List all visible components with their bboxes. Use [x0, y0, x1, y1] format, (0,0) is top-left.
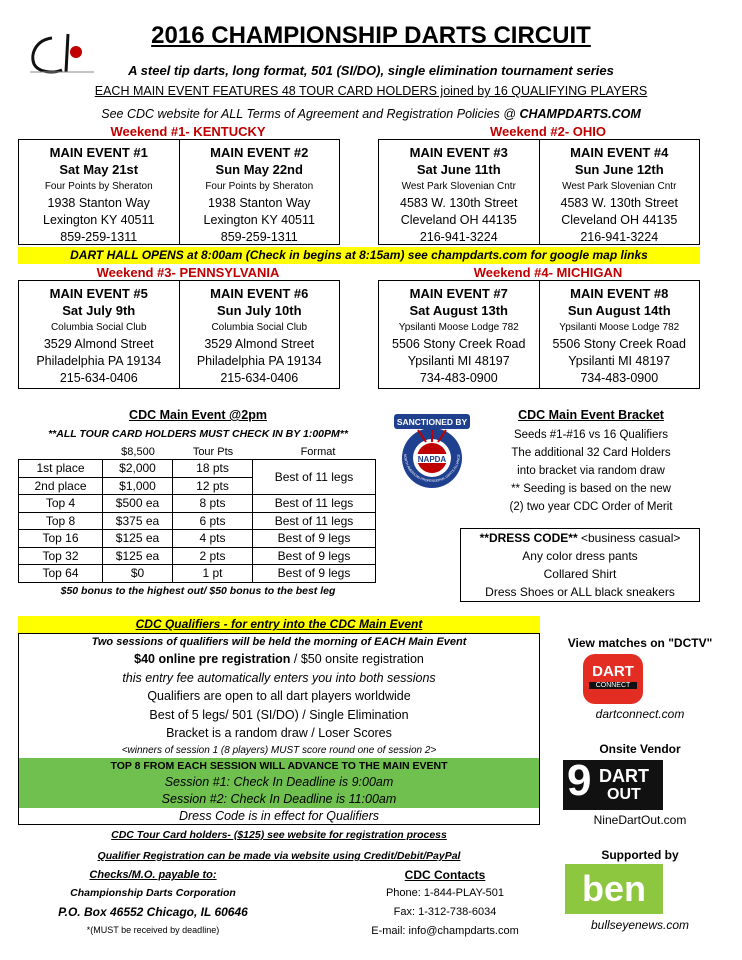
prize-points: 1 pt — [173, 565, 253, 583]
ninedart-logo-top: DART — [599, 766, 649, 786]
qual-fee-onsite: / $50 onsite registration — [290, 652, 424, 666]
prize-format: Best of 11 legs — [253, 495, 376, 513]
series-subtitle: A steel tip darts, long format, 501 (SI/DO), single elimination tournament series — [128, 63, 614, 78]
event-card — [19, 140, 180, 244]
prize-header-pts: Tour Pts — [192, 446, 234, 458]
qual-fee-online: $40 online pre registration — [134, 652, 291, 666]
main-event-title: CDC Main Event @2pm — [129, 408, 267, 422]
ninedart-logo-num: 9 — [567, 756, 592, 805]
event-phone: 859-259-1311 — [220, 230, 298, 244]
prize-format: Best of 11 legs — [253, 512, 376, 530]
prize-amount: $1,000 — [103, 477, 173, 495]
prize-amount: $375 ea — [103, 512, 173, 530]
weekend-1-name: Weekend #1- KENTUCKY — [110, 124, 266, 139]
tour-card-note: CDC Tour Card holders- ($125) see website for registration process — [111, 829, 447, 841]
bracket-info — [482, 426, 700, 516]
bracket-title: CDC Main Event Bracket — [518, 408, 664, 422]
ben-logo-text: ben — [581, 868, 646, 909]
qualifiers-header: CDC Qualifiers - for entry into the CDC Main Event — [18, 616, 540, 633]
contacts-title: CDC Contacts — [404, 868, 486, 882]
event-card — [19, 281, 180, 388]
prize-format: Best of 11 legs — [253, 460, 376, 495]
qual-session-2: Session #2: Check In Deadline is 11:00am — [161, 791, 397, 806]
prize-amount: $125 ea — [103, 547, 173, 565]
napda-name: NAPDA — [417, 455, 447, 464]
event-city: Ypsilanti MI 48197 — [407, 354, 510, 368]
prize-header-format: Format — [300, 446, 336, 458]
qual-advance-section — [19, 758, 539, 808]
prize-points: 18 pts — [173, 460, 253, 478]
event-venue: Four Points by Sheraton — [44, 181, 153, 192]
bracket-line: ** Seeding is based on the new — [511, 483, 671, 495]
dress-code-heading — [461, 529, 699, 547]
event-street: 4583 W. 130th Street — [560, 196, 678, 210]
event-card — [180, 140, 340, 244]
dartconnect-logo-text: DART — [592, 663, 634, 680]
event-title: MAIN EVENT #6 — [210, 286, 309, 301]
prize-place: Top 64 — [19, 565, 103, 583]
event-street: 3529 Almond Street — [204, 337, 315, 351]
qual-entry-note: this entry fee automatically enters you into both sessions — [122, 670, 436, 685]
event-title: MAIN EVENT #7 — [409, 286, 508, 301]
table-row — [19, 530, 376, 548]
dress-code-title: **DRESS CODE** — [479, 531, 578, 545]
qual-winners-note: <winners of session 1 (8 players) MUST score round one of session 2> — [121, 744, 437, 756]
event-card — [540, 281, 700, 388]
bracket-line: into bracket via random draw — [517, 465, 665, 477]
policy-line — [0, 107, 742, 121]
ninedart-logo-bottom: OUT — [607, 786, 641, 803]
qualifiers-box — [18, 633, 540, 825]
qual-bracket: Bracket is a random draw / Loser Scores — [166, 726, 392, 740]
payment-address: P.O. Box 46552 Chicago, IL 60646 — [58, 905, 248, 919]
prize-table — [18, 459, 376, 583]
event-street: 4583 W. 130th Street — [400, 196, 518, 210]
prize-place: 2nd place — [19, 477, 103, 495]
event-phone: 216-941-3224 — [419, 230, 498, 244]
event-city: Cleveland OH 44135 — [400, 213, 517, 227]
prize-amount: $0 — [103, 565, 173, 583]
prize-place: Top 4 — [19, 495, 103, 513]
event-phone: 215-634-0406 — [59, 371, 138, 385]
napda-ring-text: NORTH AMERICAN PROFESSIONAL DARTS ALLIANCE — [402, 453, 462, 484]
event-date: Sat July 9th — [62, 303, 136, 318]
event-street: 3529 Almond Street — [43, 337, 154, 351]
dartconnect-logo — [583, 654, 643, 704]
ninedartout-link[interactable]: NineDartOut.com — [593, 813, 687, 827]
table-row — [19, 547, 376, 565]
weekend-2-name: Weekend #2- OHIO — [489, 124, 607, 139]
event-venue: West Park Slovenian Cntr — [562, 181, 677, 192]
event-street: 5506 Stony Creek Road — [392, 337, 526, 351]
bracket-line: The additional 32 Card Holders — [511, 447, 671, 459]
event-venue: Columbia Social Club — [211, 322, 308, 333]
contacts-fax: Fax: 1-312-738-6034 — [393, 906, 497, 918]
prize-points: 8 pts — [173, 495, 253, 513]
payment-org: Championship Darts Corporation — [70, 887, 236, 899]
prize-points: 4 pts — [173, 530, 253, 548]
event-card — [180, 281, 340, 388]
supported-title: Supported by — [601, 848, 679, 862]
event-title: MAIN EVENT #1 — [49, 145, 148, 160]
prize-points: 2 pts — [173, 547, 253, 565]
bracket-line: (2) two year CDC Order of Merit — [509, 501, 673, 513]
dartconnect-link[interactable]: dartconnect.com — [595, 707, 685, 721]
prize-place: 1st place — [19, 460, 103, 478]
event-street: 5506 Stony Creek Road — [552, 337, 686, 351]
prize-format: Best of 9 legs — [253, 530, 376, 548]
event-date: Sun August 14th — [567, 303, 671, 318]
payment-title: Checks/M.O. payable to: — [89, 869, 217, 881]
contacts-email[interactable]: E-mail: info@champdarts.com — [371, 925, 519, 937]
event-phone: 215-634-0406 — [220, 371, 299, 385]
event-venue: Four Points by Sheraton — [205, 181, 314, 192]
event-title: MAIN EVENT #4 — [570, 145, 669, 160]
qual-sessions: Two sessions of qualifiers will be held the morning of EACH Main Event — [91, 636, 467, 648]
qual-session-1: Session #1: Check In Deadline is 9:00am — [164, 774, 394, 789]
contacts-phone: Phone: 1-844-PLAY-501 — [385, 887, 505, 899]
payment-note: *(MUST be received by deadline) — [86, 925, 220, 935]
event-title: MAIN EVENT #5 — [49, 286, 148, 301]
table-row — [19, 495, 376, 513]
ninedartout-logo — [563, 756, 663, 810]
ben-logo — [565, 864, 663, 914]
dress-code-note: <business casual> — [580, 531, 681, 545]
prize-points: 12 pts — [173, 477, 253, 495]
prize-format: Best of 9 legs — [253, 547, 376, 565]
dress-code-line: Dress Shoes or ALL black sneakers — [485, 585, 675, 599]
prize-amount: $2,000 — [103, 460, 173, 478]
qual-fee — [19, 650, 539, 669]
event-date: Sat August 13th — [409, 303, 508, 318]
event-date: Sat May 21st — [59, 162, 139, 177]
prize-place: Top 16 — [19, 530, 103, 548]
napda-sanction-logo — [388, 412, 476, 496]
checkin-note: **ALL TOUR CARD HOLDERS MUST CHECK IN BY 1:00PM** — [48, 428, 348, 440]
event-venue: West Park Slovenian Cntr — [401, 181, 516, 192]
event-card — [379, 281, 540, 388]
event-phone: 734-483-0900 — [419, 371, 498, 385]
dartconnect-logo-sub: CONNECT — [589, 682, 637, 689]
contacts — [330, 866, 560, 940]
dress-code-box — [460, 528, 700, 602]
bracket-line: Seeds #1-#16 vs 16 Qualifiers — [513, 429, 669, 441]
event-city: Cleveland OH 44135 — [561, 213, 678, 227]
event-city: Lexington KY 40511 — [203, 213, 315, 227]
event-date: Sun July 10th — [216, 303, 302, 318]
sanctioned-by-text: SANCTIONED BY — [396, 417, 468, 427]
weekend-4-name: Weekend #4- MICHIGAN — [473, 265, 623, 280]
page-title: 2016 CHAMPIONSHIP DARTS CIRCUIT — [151, 22, 591, 49]
qual-advance: TOP 8 FROM EACH SESSION WILL ADVANCE TO THE MAIN EVENT — [110, 759, 448, 772]
event-phone: 216-941-3224 — [580, 230, 659, 244]
event-city: Lexington KY 40511 — [43, 213, 155, 227]
qual-format: Best of 5 legs/ 501 (SI/DO) / Single Elimination — [149, 707, 409, 722]
event-street: 1938 Stanton Way — [208, 196, 311, 210]
event-venue: Ypsilanti Moose Lodge 782 — [559, 322, 680, 333]
payment-info — [18, 866, 288, 938]
prize-amount: $125 ea — [103, 530, 173, 548]
event-title: MAIN EVENT #8 — [570, 286, 669, 301]
table-row — [19, 565, 376, 583]
event-date: Sun June 12th — [574, 162, 664, 177]
event-venue: Ypsilanti Moose Lodge 782 — [398, 322, 519, 333]
prize-place: Top 32 — [19, 547, 103, 565]
event-street: 1938 Stanton Way — [47, 196, 150, 210]
policy-text: See CDC website for ALL Terms of Agreement and Registration Policies @ — [101, 107, 516, 121]
event-phone: 859-259-1311 — [60, 230, 138, 244]
policy-site-link[interactable]: CHAMPDARTS.COM — [519, 107, 641, 121]
prize-format: Best of 9 legs — [253, 565, 376, 583]
weekend-3-events — [18, 280, 340, 389]
prize-header-purse: $8,500 — [121, 446, 155, 458]
weekend-1-events — [18, 139, 340, 245]
event-city: Philadelphia PA 19134 — [36, 354, 162, 368]
dress-code-line: Collared Shirt — [543, 567, 617, 581]
prize-amount: $500 ea — [103, 495, 173, 513]
table-row — [19, 512, 376, 530]
weekend-2-events — [378, 139, 700, 245]
prize-place: Top 8 — [19, 512, 103, 530]
event-card — [379, 140, 540, 244]
event-date: Sat June 11th — [416, 162, 501, 177]
event-title: MAIN EVENT #3 — [409, 145, 508, 160]
hall-notice: DART HALL OPENS at 8:00am (Check in begins at 8:15am) see champdarts.com for google map links — [18, 247, 700, 264]
prize-points: 6 pts — [173, 512, 253, 530]
event-title: MAIN EVENT #2 — [210, 145, 309, 160]
qual-open: Qualifiers are open to all dart players worldwide — [147, 689, 411, 703]
event-venue: Columbia Social Club — [50, 322, 147, 333]
dress-code-line: Any color dress pants — [522, 549, 638, 563]
vendor-title: Onsite Vendor — [599, 742, 681, 756]
event-card — [540, 140, 700, 244]
event-city: Ypsilanti MI 48197 — [568, 354, 671, 368]
registration-note: Qualifier Registration can be made via website using Credit/Debit/PayPal — [97, 850, 461, 862]
event-phone: 734-483-0900 — [580, 371, 659, 385]
dctv-title: View matches on "DCTV" — [567, 636, 713, 650]
bonus-note: $50 bonus to the highest out/ $50 bonus to the best leg — [60, 585, 336, 597]
weekend-3-name: Weekend #3- PENNSYLVANIA — [96, 265, 280, 280]
bullseyenews-link[interactable]: bullseyenews.com — [590, 918, 690, 932]
event-date: Sun May 22nd — [215, 162, 303, 177]
weekend-4-events — [378, 280, 700, 389]
event-city: Philadelphia PA 19134 — [196, 354, 322, 368]
table-row — [19, 460, 376, 478]
features-line: EACH MAIN EVENT FEATURES 48 TOUR CARD HOLDERS joined by 16 QUALIFYING PLAYERS — [94, 84, 648, 98]
qual-dress: Dress Code is in effect for Qualifiers — [178, 808, 380, 823]
